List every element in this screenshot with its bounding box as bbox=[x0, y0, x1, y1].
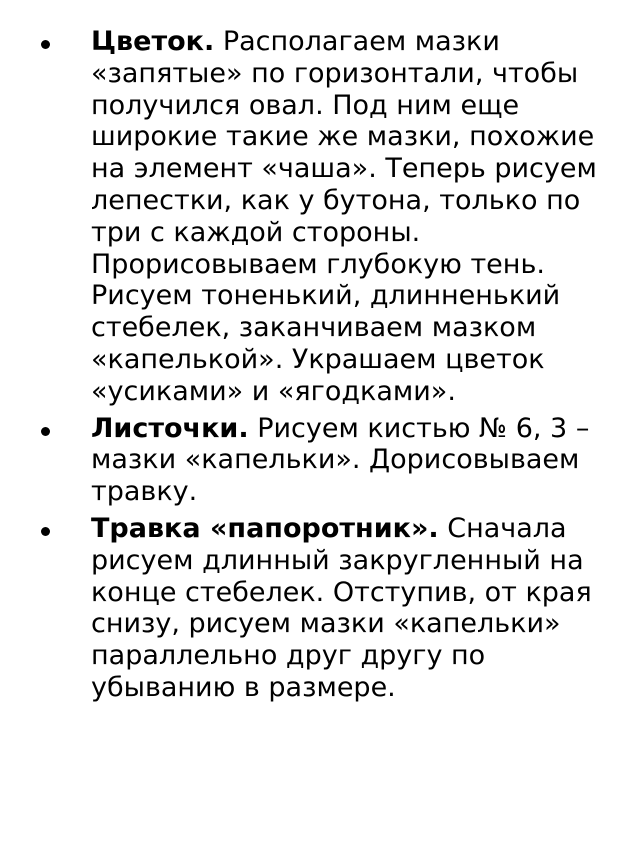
bullet-icon bbox=[41, 427, 50, 436]
item-text: Рисуем кистью № 6, 3 – мазки «капельки». Дорисовываем травку. bbox=[91, 412, 590, 508]
bullet-icon bbox=[41, 40, 50, 49]
instruction-list bbox=[0, 26, 640, 709]
item-title: Травка «папоротник». bbox=[91, 512, 439, 544]
item-text: Располагаем мазки «запятые» по горизонтали, чтобы получился овал. Под ним еще широкие такие же мазки, похожие на элемент «чаша». Теперь рисуем лепестки, как у бутона, только по три с каждой стороны. Прорисовываем глубокую тень. Рисуем тоненький, длинненький стебелек, заканчиваем мазком «капелькой». Украшаем цветок «усиками» и «ягодками». bbox=[91, 26, 597, 407]
list-item-flower bbox=[0, 26, 640, 408]
list-item-fern bbox=[0, 513, 640, 704]
item-title: Листочки. bbox=[91, 412, 249, 444]
list-item-leaves bbox=[0, 413, 640, 508]
bullet-icon bbox=[41, 527, 50, 536]
item-title: Цветок. bbox=[91, 26, 215, 57]
item-text: Сначала рисуем длинный закругленный на конце стебелек. Отступив, от края снизу, рисуем мазки «капельки» параллельно друг другу по убыванию в размере. bbox=[91, 512, 592, 703]
